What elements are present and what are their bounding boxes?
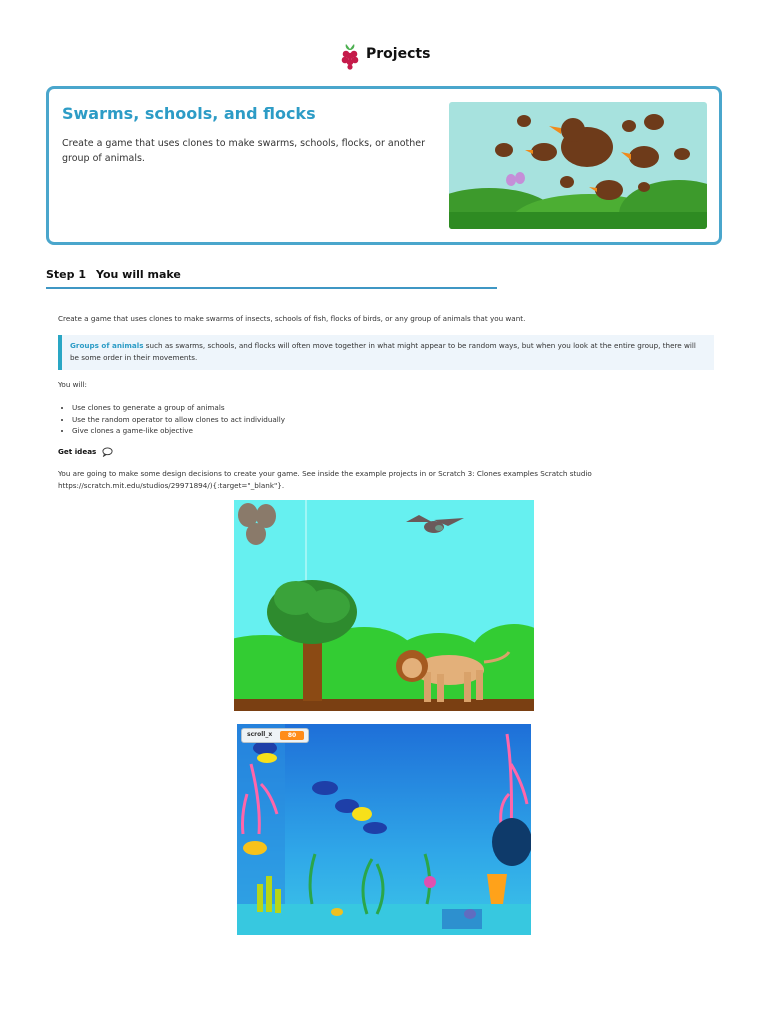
header-title[interactable]: Projects bbox=[366, 46, 431, 62]
raspberry-pi-logo[interactable] bbox=[339, 42, 361, 70]
you-will-label: You will: bbox=[58, 380, 87, 389]
step-title: You will make bbox=[96, 268, 181, 281]
list-item: • Give clones a game-like objective bbox=[72, 425, 285, 437]
step-heading bbox=[46, 268, 181, 281]
callout-body: such as swarms, schools, and flocks will often move together in what might appear to be random ways, but when you look at the entire group, there will be some order in their movements. bbox=[70, 341, 696, 362]
step-divider bbox=[46, 287, 497, 289]
page-header bbox=[0, 40, 768, 72]
monitor-value: 80 bbox=[280, 731, 304, 740]
objectives-list bbox=[58, 402, 285, 437]
example-underwater-scene bbox=[237, 724, 531, 935]
monitor-label: scroll_x bbox=[247, 731, 273, 738]
card-title: Swarms, schools, and flocks bbox=[62, 104, 316, 123]
card-description: Create a game that uses clones to make swarms, schools, flocks, or another group of animals. bbox=[62, 138, 426, 164]
scroll-x-monitor bbox=[241, 728, 309, 743]
list-item: • Use the random operator to allow clones to act individually bbox=[72, 414, 285, 426]
callout-highlight[interactable]: Groups of animals bbox=[70, 341, 144, 350]
project-card bbox=[46, 86, 722, 245]
step-number: Step 1 bbox=[46, 268, 86, 281]
info-callout bbox=[58, 335, 714, 370]
birds-illustration bbox=[449, 102, 707, 229]
speech-bubble-icon bbox=[102, 447, 113, 457]
ideas-paragraph: You are going to make some design decisions to create your game. See inside the example projects in or Scratch 3: Clones examples Scratch studio https://scratch.mit.edu/studios/29971894/){:target="_blank"}. bbox=[58, 469, 592, 490]
callout-text bbox=[70, 340, 700, 364]
example-forest-scene bbox=[234, 500, 534, 711]
get-ideas-label: Get ideas bbox=[58, 447, 97, 456]
list-item: • Use clones to generate a group of animals bbox=[72, 402, 285, 414]
intro-text: Create a game that uses clones to make swarms of insects, schools of fish, flocks of birds, or any group of animals that you want. bbox=[58, 314, 526, 323]
get-ideas-heading[interactable] bbox=[58, 447, 113, 457]
